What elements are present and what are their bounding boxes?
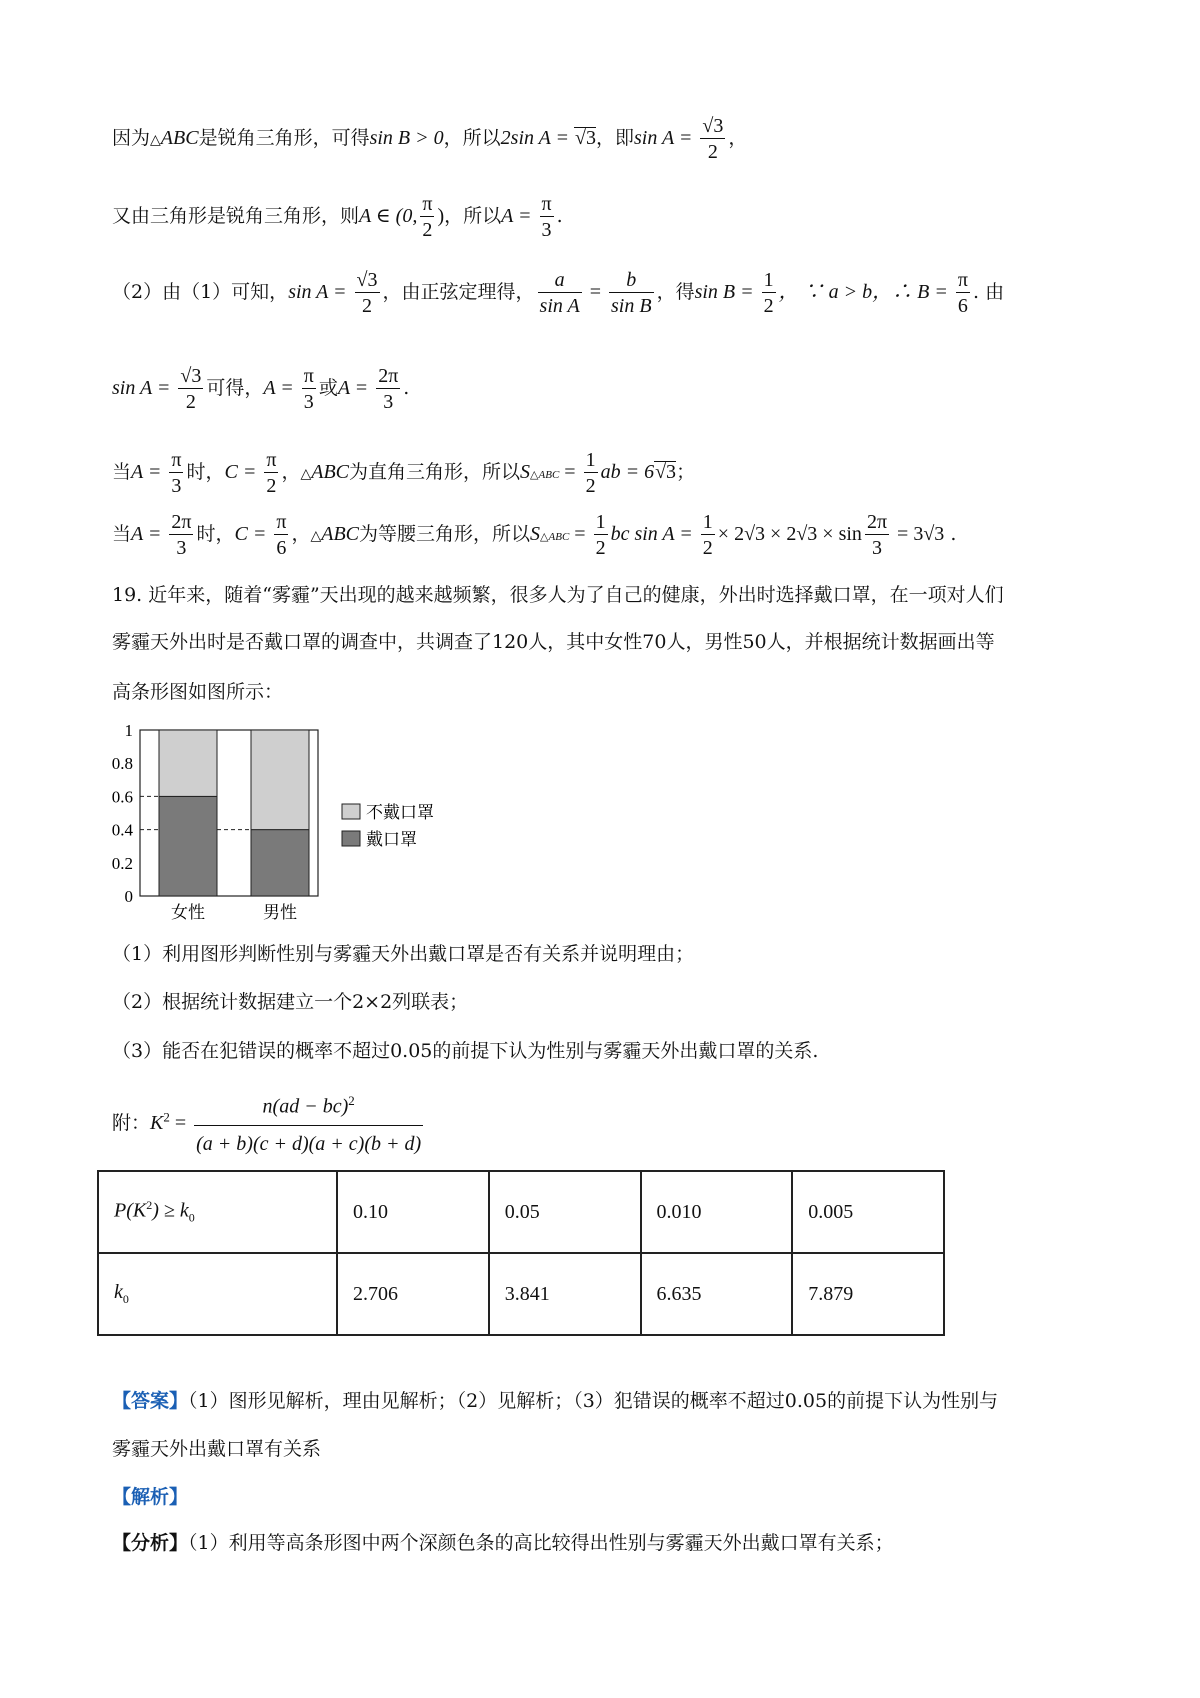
table-cell: 3.841 [489, 1253, 641, 1335]
solution-line-1: 因为△ABC是锐角三角形，可得sin B > 0，所以2sin A = √3，即sin A = $\frac{√3}{2}$ ， [112, 115, 748, 163]
solution-line-2: 又由三角形是锐角三角形，则A ∈ (0, $\frac{\pi}{2}$ )，所以A = $\frac{\pi}{3}$ . [112, 193, 563, 241]
category-label: 女性 [171, 903, 205, 923]
y-tick-label: 1 [124, 721, 133, 740]
fraction: $\frac{\pi}{3}$ [541, 193, 552, 241]
y-tick-label: 0.8 [111, 754, 133, 774]
triangle-symbol: △ [150, 132, 161, 148]
table-cell: $P(K^2) \ge k_0$ [98, 1171, 337, 1253]
table-cell: $k_0$ [98, 1253, 337, 1335]
answer-line-2: 雾霾天外出戴口罩有关系 [112, 1438, 322, 1460]
fraction: $\frac{1}{2}$ [595, 511, 606, 559]
fraction: $\frac{√3}{2}$ [702, 115, 724, 163]
fraction: $\frac{b}{\text{sin B}}$ [611, 269, 652, 317]
table-cell: 0.005 [792, 1171, 944, 1253]
bar-segment [159, 796, 217, 896]
fraction: $\frac{\pi}{2}$ [266, 449, 277, 497]
stacked-bar-chart [100, 718, 480, 928]
critical-value-table [97, 1170, 945, 1336]
triangle-symbol: △ [310, 528, 322, 544]
solution-line-6: 当A = $\frac{2\pi}{3}$ 时，C = $\frac{\pi}{6}$ ，△ABC为等腰三角形，所以S△ABC = $\frac{1}{2}$ bc sin A = $\frac{1}{2}$ × 2√3 × 2√3 × sin $\frac{2\pi}{3}$ = 3√3 . [112, 511, 957, 559]
fraction: $\frac{\pi}{6}$ [957, 269, 968, 317]
solution-line-4: sin A = $\frac{√3}{2}$ 可得，A = $\frac{\pi}{3}$ 或A = $\frac{2\pi}{3}$ . [112, 365, 410, 413]
table-cell: 0.10 [337, 1171, 489, 1253]
bar-segment [159, 730, 217, 796]
sub-question-1: （1）利用图形判断性别与雾霾天外出戴口罩是否有关系并说明理由； [112, 943, 695, 965]
y-tick-label: 0 [124, 887, 133, 906]
category-label: 男性 [263, 903, 297, 923]
legend-label: 不戴口罩 [366, 803, 434, 823]
triangle-symbol: △ [300, 466, 312, 482]
solution-line-5: 当A = $\frac{\pi}{3}$ 时，C = $\frac{\pi}{2}$ ，△ABC为直角三角形，所以S△ABC = $\frac{1}{2}$ ab = 6√3； [112, 449, 696, 497]
fraction: $\frac{2\pi}{3}$ [171, 511, 192, 559]
y-tick-label: 0.2 [111, 853, 133, 873]
table-row [98, 1253, 944, 1335]
analysis-line: 【分析】（1）利用等高条形图中两个深颜色条的高比较得出性别与雾霾天外出戴口罩有关系； [112, 1532, 894, 1554]
table-cell: 0.010 [641, 1171, 793, 1253]
bar-segment [251, 730, 309, 830]
fraction: $\frac{1}{2}$ [702, 511, 713, 559]
answer-tag: 【答案】 [112, 1390, 189, 1412]
fraction: $\frac{√3}{2}$ [356, 269, 378, 317]
fraction: $\frac{1}{2}$ [763, 269, 774, 317]
k-square-formula: 附：$K^2$ = $\frac{n(ad - bc)^2}{(a + b)(c + d)(a + c)(b + d)}$ [112, 1093, 422, 1155]
answer-line-1: 【答案】（1）图形见解析，理由见解析；（2）见解析；（3）犯错误的概率不超过0.05的前提下认为性别与 [112, 1390, 999, 1412]
fraction: $\frac{2\pi}{3}$ [378, 365, 399, 413]
fraction: $\frac{\pi}{3}$ [303, 365, 314, 413]
y-tick-label: 0.6 [111, 787, 133, 807]
fraction: $\frac{\pi}{3}$ [171, 449, 182, 497]
analysis-tag: 【解析】 [112, 1486, 189, 1508]
y-tick-label: 0.4 [111, 820, 133, 840]
fraction: $\frac{√3}{2}$ [180, 365, 202, 413]
fraction: $\frac{\pi}{2}$ [422, 193, 433, 241]
sub-question-3: （3）能否在犯错误的概率不超过0.05的前提下认为性别与雾霾天外出戴口罩的关系. [112, 1040, 819, 1062]
fraction: $\frac{2\pi}{3}$ [866, 511, 888, 559]
fraction: $\frac{\pi}{6}$ [276, 511, 287, 559]
legend-swatch [342, 804, 360, 819]
fraction: $\frac{1}{2}$ [585, 449, 596, 497]
bar-segment [251, 830, 309, 896]
legend-swatch [342, 831, 360, 846]
solution-line-3: （2）由（1）可知，sin A = $\frac{√3}{2}$ ，由正弦定理得， $\frac{a}{\text{sin A}}$ = $\frac{b}{\text{sin B}}$ ，得sin B = $\frac{1}{2}$ ， ∵ a > b，∴ B = $\frac{\pi}{6}$ . 由 [112, 269, 1005, 317]
table-row [98, 1171, 944, 1253]
table-cell: 0.05 [489, 1171, 641, 1253]
fraction: $\frac{a}{\text{sin A}}$ [539, 269, 580, 317]
question-19-line-3: 高条形图如图所示： [112, 681, 284, 703]
sub-question-2: （2）根据统计数据建立一个2×2列联表； [112, 991, 469, 1013]
question-19-line-1: 19. 近年来，随着“雾霾”天出现的越来越频繁，很多人为了自己的健康，外出时选择戴口罩，在一项对人们 [112, 584, 1004, 606]
fraction: $\frac{n(ad - bc)^2}{(a + b)(c + d)(a + c)(b + d)}$ [196, 1093, 422, 1155]
legend-label: 戴口罩 [366, 830, 417, 850]
table-cell: 6.635 [641, 1253, 793, 1335]
table-cell: 7.879 [792, 1253, 944, 1335]
table-cell: 2.706 [337, 1253, 489, 1335]
question-19-line-2: 雾霾天外出时是否戴口罩的调查中，共调查了120人，其中女性70人，男性50人，并根据统计数据画出等 [112, 631, 995, 653]
